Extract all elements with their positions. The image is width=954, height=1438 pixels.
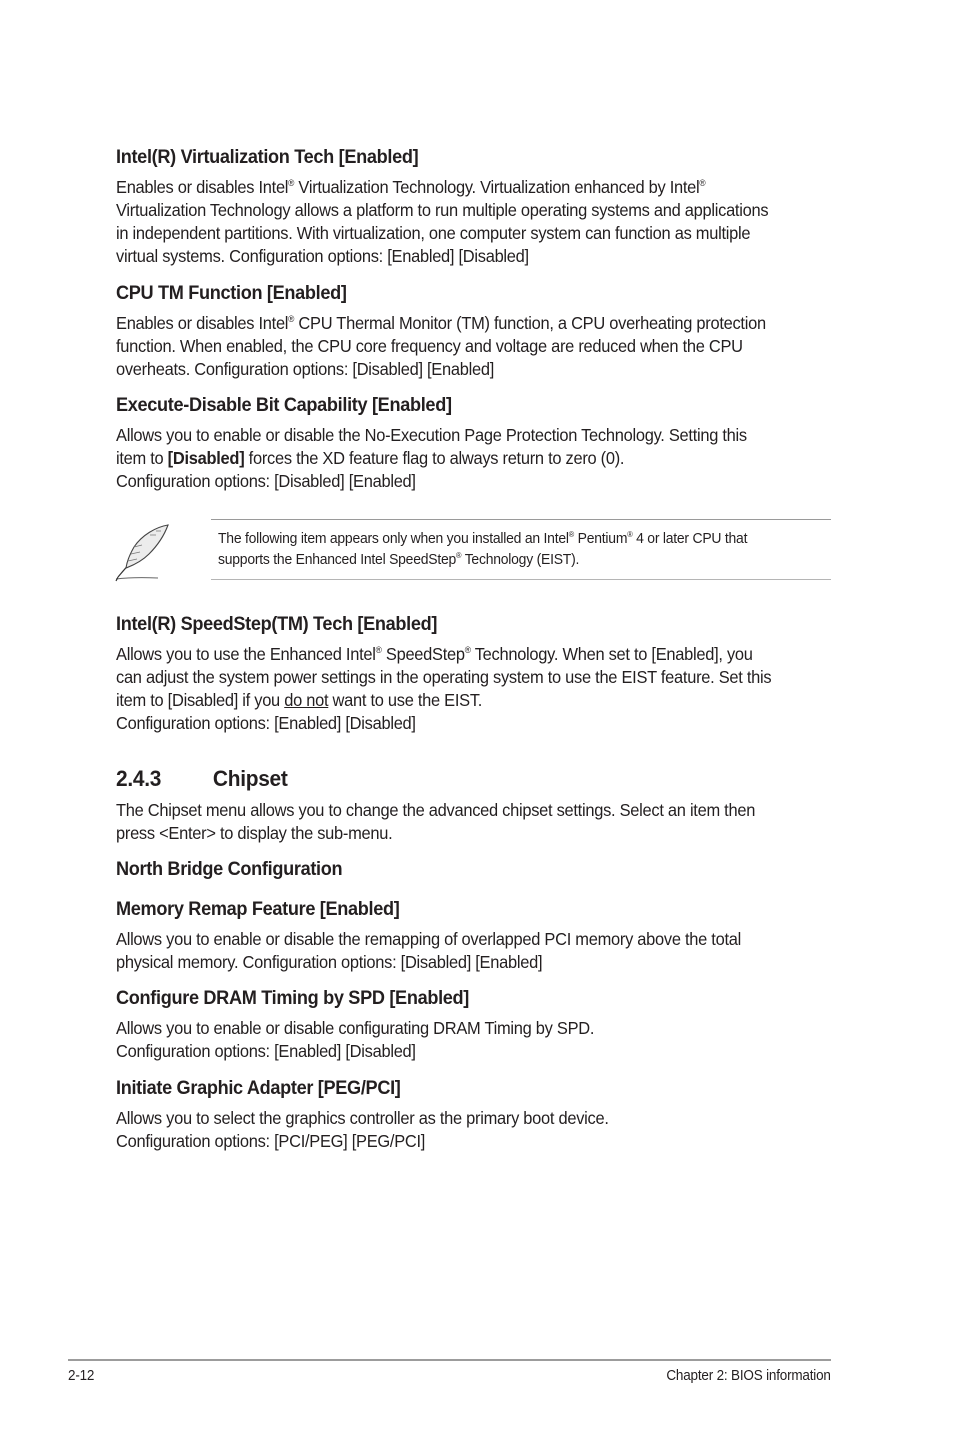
page-number: 2-12: [68, 1368, 95, 1384]
feather-quill-icon: [112, 521, 174, 583]
heading-memory-remap: Memory Remap Feature [Enabled]: [116, 898, 400, 920]
heading-cpu-tm-function: CPU TM Function [Enabled]: [116, 282, 347, 304]
paragraph-dram-timing: Allows you to enable or disable configurating DRAM Timing by SPD. Configuration options: [Enabled] [Disabled]: [116, 1018, 595, 1061]
paragraph-speedstep-tech: Allows you to use the Enhanced Intel® SpeedStep® Technology. When set to [Enabled], you can adjust the system power settings in the operating system to use the EIST feature. Set this item to [Disabled] if you do not want to use the EIST. Configuration options: [Enabled] [Disabled]: [116, 644, 772, 733]
paragraph-chipset-intro: The Chipset menu allows you to change the advanced chipset settings. Select an item then press <Enter> to display the sub-menu.: [116, 800, 756, 843]
heading-dram-timing: Configure DRAM Timing by SPD [Enabled]: [116, 987, 470, 1009]
paragraph-virtualization-tech: Enables or disables Intel® Virtualization Technology. Virtualization enhanced by Intel® Virtualization Technology allows a platform to run multiple operating systems and applications in independent partitions. With virtualization, one computer system can function as multiple virtual systems. Configuration options: [Enabled] [Disabled]: [116, 177, 769, 266]
heading-virtualization-tech: Intel(R) Virtualization Tech [Enabled]: [116, 146, 419, 168]
note-top-divider: [211, 519, 831, 520]
section-title-chipset: [116, 765, 288, 793]
paragraph-cpu-tm-function: Enables or disables Intel® CPU Thermal Monitor (TM) function, a CPU overheating protection function. When enabled, the CPU core frequency and voltage are reduced when the CPU overheats. Configuration options: [Disabled] [Enabled]: [116, 313, 766, 379]
note-bottom-divider: [211, 579, 831, 580]
heading-execute-disable-bit: Execute-Disable Bit Capability [Enabled]: [116, 394, 452, 416]
paragraph-graphic-adapter: Allows you to select the graphics controller as the primary boot device. Configuration options: [PCI/PEG] [PEG/PCI]: [116, 1108, 609, 1151]
heading-north-bridge-configuration: North Bridge Configuration: [116, 858, 343, 880]
chapter-label: Chapter 2: BIOS information: [666, 1368, 831, 1384]
heading-graphic-adapter: Initiate Graphic Adapter [PEG/PCI]: [116, 1077, 401, 1099]
note-text: The following item appears only when you installed an Intel® Pentium® 4 or later CPU that supports the Enhanced Intel SpeedStep® Technology (EIST).: [218, 530, 748, 568]
section-title-text: Chipset: [212, 766, 288, 791]
paragraph-memory-remap: Allows you to enable or disable the remapping of overlapped PCI memory above the total physical memory. Configuration options: [Disabled] [Enabled]: [116, 929, 741, 972]
heading-speedstep-tech: Intel(R) SpeedStep(TM) Tech [Enabled]: [116, 613, 438, 635]
section-number: 2.4.3: [116, 766, 162, 791]
paragraph-execute-disable-bit: Allows you to enable or disable the No-Execution Page Protection Technology. Setting this item to [Disabled] forces the XD feature flag to always return to zero (0). Configuration options: [Disabled] [Enabled]: [116, 425, 747, 491]
footer-divider: [68, 1359, 831, 1361]
